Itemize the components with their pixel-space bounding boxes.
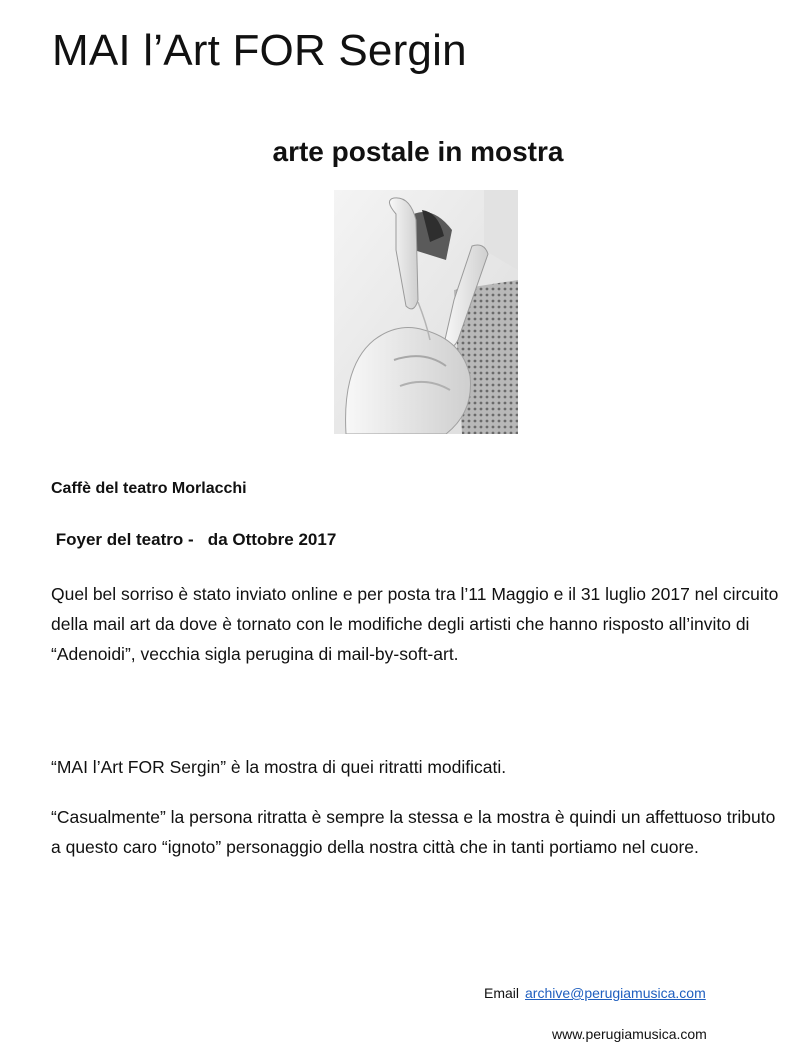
- page-title: MAI l’Art FOR Sergin: [52, 26, 467, 75]
- contact-email-line: [484, 985, 706, 1001]
- email-label: Email: [484, 985, 520, 1001]
- description-paragraph: “Casualmente” la persona ritratta è sempre la stessa e la mostra è quindi un affettuoso tributo a questo caro “ignoto” personaggio della nostra città che in tanti portiamo nel cuore.: [51, 807, 776, 857]
- hand-peace-sign-photo: [334, 190, 518, 434]
- email-link[interactable]: archive@perugiamusica.com: [525, 985, 706, 1001]
- venue-dates: Foyer del teatro - da Ottobre 2017: [51, 530, 337, 549]
- description-paragraph: Quel bel sorriso è stato inviato online e per posta tra l’11 Maggio e il 31 luglio 2017 nel circuito della mail art da dove è tornato con le modifiche degli artisti che hanno risposto all’invito di “Adenoidi”, vecchia sigla perugina di mail-by-soft-art.: [51, 584, 779, 664]
- description-paragraph: “MAI l’Art FOR Sergin” è la mostra di quei ritratti modificati.: [51, 757, 507, 777]
- venue-name: Caffè del teatro Morlacchi: [51, 480, 247, 497]
- website-text: www.perugiamusica.com: [552, 1026, 707, 1042]
- page-subtitle: arte postale in mostra: [272, 136, 564, 167]
